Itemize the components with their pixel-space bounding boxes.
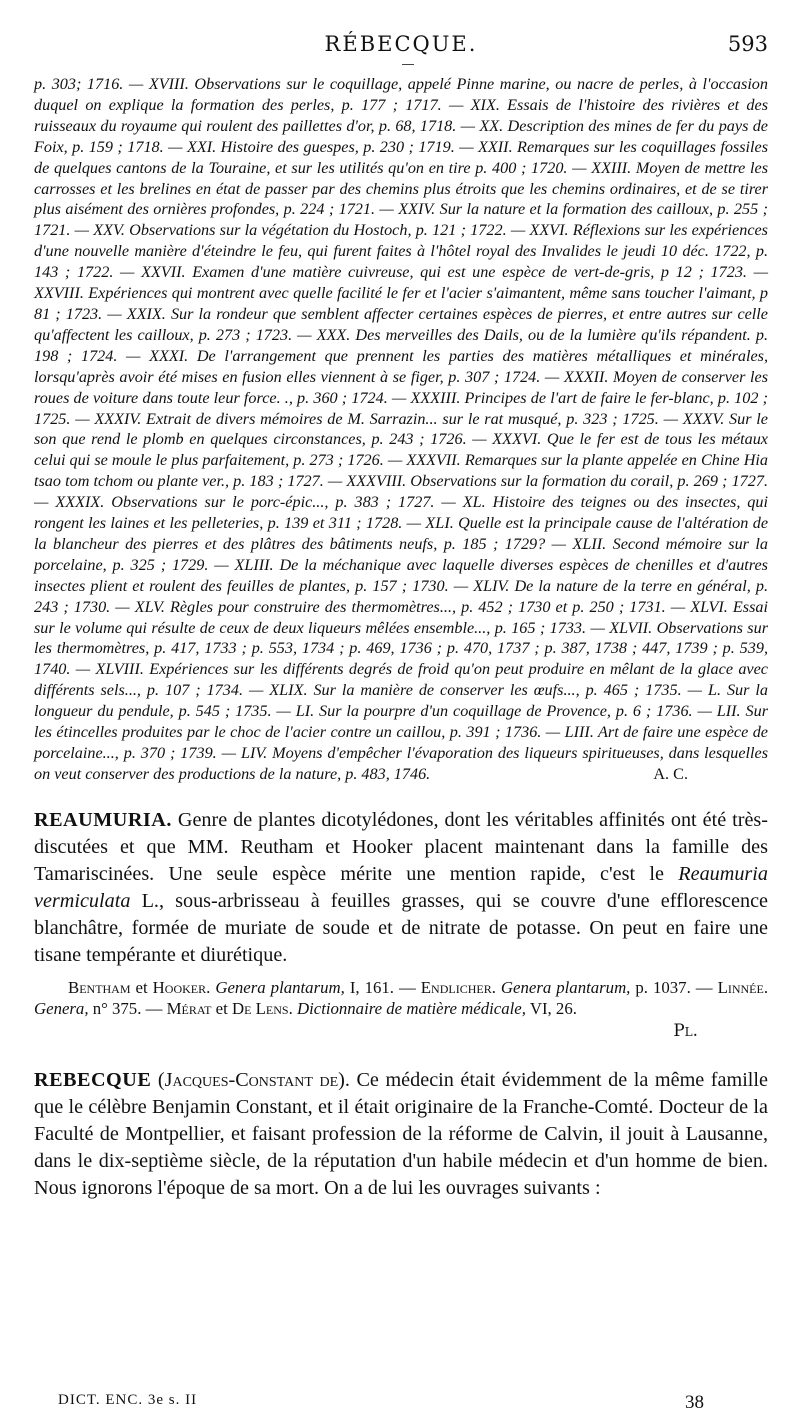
reaumuria-body-2: L., sous-arbrisseau à feuilles grasses, qui se couvre d'une efflorescence blanchâtre, formée de muriate de soude et de nitrate de potasse. On peut en faire une tisane tempérante et diurétique. [34, 889, 768, 966]
rebecque-body: Ce médecin était évidemment de la même famille que le célèbre Benjamin Constant, et il était originaire de la Franche-Comté. Docteur de la Faculté de Montpellier, et faisant profession de la réforme de Calvin, il jouit à Lausanne, dans le dix-septième siècle, de la réputation d'un habile médecin et d'un homme de bien. Nous ignorons l'époque de sa mort. On a de lui les ouvrages suivants : [34, 1068, 768, 1199]
header-rule [402, 64, 414, 65]
ref-author-merat: Mérat [166, 998, 212, 1018]
ref-loc-2: p. 1037. — [630, 977, 718, 997]
reaumuria-species: Reaumuria vermiculata [34, 862, 768, 912]
ref-author-bentham: Bentham [68, 977, 131, 997]
reaumuria-signature: Pl. [673, 1019, 698, 1040]
ref-author-linnee: Linnée. [717, 977, 769, 997]
works-list-signature: A. C. [653, 764, 688, 783]
reaumuria-headword: REAUMURIA. [34, 808, 172, 831]
page-number: 593 [727, 32, 768, 56]
reaumuria-entry [34, 807, 768, 969]
ref-work-3: Genera, [34, 998, 89, 1018]
ref-work-1: Genera plantarum, [215, 977, 345, 997]
page [34, 18, 768, 1202]
ref-loc-3: n° 375. — [88, 998, 167, 1018]
rebecque-headword: REBECQUE [34, 1068, 152, 1091]
works-list [34, 74, 768, 785]
ref-and: et [130, 977, 153, 997]
ref-author-hooker: Hooker [152, 977, 207, 997]
footer-signature-mark: DICT. ENC. 3e s. II [58, 1392, 198, 1408]
page-footer [0, 1392, 800, 1416]
ref-and-2: et [211, 998, 232, 1018]
reaumuria-references: Bentham et Hooker. Genera plantarum, I, 161. — Endlicher. Genera plantarum, p. 1037. — Linnée. Genera, n° 375. — Mérat et De Lens. Dictionnaire de matière médicale, VI, 26. [34, 977, 769, 1018]
ref-author-endlicher: Endlicher. [420, 977, 496, 997]
ref-author-delens: De Lens. [232, 998, 293, 1018]
rebecque-entry [34, 1067, 768, 1202]
ref-loc-1: I, 161. — [344, 977, 421, 997]
rebecque-subhead: (Jacques-Constant de). [151, 1068, 350, 1091]
ref-work-2: Genera plantarum, [495, 977, 631, 997]
running-head: RÉBECQUE. [324, 32, 478, 56]
page-header [34, 18, 768, 58]
footer-sheet-number: 38 [685, 1392, 704, 1413]
ref-loc-4: VI, 26. [525, 998, 577, 1018]
reaumuria-body-1: Genre de plantes dicotylédones, dont les véritables affinités ont été très-discutées et que MM. Reutham et Hooker placent maintenant dans la famille des Tamariscinées. Une seule espèce mérite une mention rapide, c'est le [34, 808, 768, 885]
works-list-text: p. 303; 1716. — XVIII. Observations sur le coquillage, appelé Pinne marine, ou nacre de perles, à l'occasion duquel on explique la formation des perles, p. 177 ; 1717. — XIX. Essais de l'histoire des rivières et des ruisseaux du royaume qui roulent des paillettes d'or, p. 68, 1718. — XX. Description des mines de fer du pays de Foix, p. 159 ; 1718. — XXI. Histoire des guespes, p. 230 ; 1719. — XXII. Remarques sur les coquillages fossiles de quelques cantons de la Touraine, et sur les utilités qu'on en tire p. 400 ; 1720. — XXIII. Moyen de mettre les carrosses et les brelines en état de passer par des chemins plus étroits que les chemins ordinaires, et de se tirer plus aisément des ornières profondes, p. 224 ; 1721. — XXIV. Sur la nature et la formation des cailloux, p. 255 ; 1721. — XXV. Observations sur la végétation du Hostoch, p. 121 ; 1722. — XXVI. Réflexions sur les expériences d'une nouvelle manière d'éteindre le feu, qui furent faites à l'hôtel royal des Invalides le jeudi 10 déc. 1722, p. 143 ; 1722. — XXVII. Examen d'une matière cuivreuse, qui est une espèce de vert-de-gris, p 12 ; 1723. — XXVIII. Expériences qui montrent avec quelle facilité le fer et l'acier s'aimantent, même sans toucher l'aimant, p 81 ; 1723. — XXIX. Sur la rondeur que semblent affecter certaines espèces de pierres, et entre autres sur celle qu'affectent les cailloux, p. 273 ; 1723. — XXX. Des merveilles des Dails, ou de la lumière qu'ils répandent. p. 198 ; 1724. — XXXI. De l'arrangement que prennent les parties des matières métalliques et minérales, lorsqu'après avoir été mises en fusion elles viennent à se figer, p. 307 ; 1724. — XXXII. Moyen de conserver les roues de voiture dans toute leur force. ., p. 360 ; 1724. — XXXIII. Principes de l'art de faire le fer-blanc, p. 102 ; 1725. — XXXIV. Extrait de divers mémoires de M. Sarrazin... sur le rat musqué, p. 323 ; 1725. — XXXV. Sur le son que rend le plomb en quelques circonstances, p. 243 ; 1726. — XXXVI. Que le fer est de tous les métaux celui qui se moule le plus parfaitement, p. 273 ; 1726. — XXXVII. Remarques sur la plante appelée en Chine Hia tsao tom tchom ou plante ver., p. 183 ; 1727. — XXXVIII. Observations sur la formation du corail, p. 269 ; 1727. — XXXIX. Observations sur le porc-épic..., p. 383 ; 1727. — XL. Histoire des teignes ou des insectes, qui rongent les laines et les pelleteries, p. 139 et 311 ; 1728. — XLI. Quelle est la principale cause de l'altération de la blancheur des pierres et des plâtres des bâtiments neufs, p. 185 ; 1729? — XLII. Second mémoire sur la porcelaine, p. 325 ; 1729. — XLIII. De la méchanique avec laquelle diverses espèces de chenilles et d'autres insectes plient et roulent des feuilles de plantes, p. 157 ; 1730. — XLIV. De la nature de la terre en général, p. 243 ; 1730. — XLV. Règles pour construire des thermomètres..., p. 452 ; 1730 et p. 250 ; 1731. — XLVI. Essai sur le volume qui résulte de ceux de deux liqueurs mêlées ensemble..., p. 165 ; 1733. — XLVII. Observations sur les thermomètres, p. 417, 1733 ; p. 553, 1734 ; p. 469, 1736 ; p. 470, 1737 ; p. 387, 1738 ; 447, 1739 ; p. 539, 1740. — XLVIII. Expériences sur les différents degrés de froid qu'on peut produire en mêlant de la glace avec différents sels..., p. 107 ; 1734. — XLIX. Sur la manière de conserver les œufs..., p. 465 ; 1735. — L. Sur la longueur du pendule, p. 545 ; 1735. — LI. Sur la pourpre d'un coquillage de Provence, p. 6 ; 1736. — LII. Sur les étincelles produites par le choc de l'acier contre un caillou, p. 391 ; 1736. — LIII. Art de faire une espèce de porcelaine..., p. 370 ; 1739. — LIV. Moyens d'empêcher l'évaporation des liqueurs spiritueuses, dans lesquelles on veut conserver des productions de la nature, p. 483, 1746. [34, 75, 768, 783]
ref-work-4: Dictionnaire de matière médicale, [292, 998, 526, 1018]
